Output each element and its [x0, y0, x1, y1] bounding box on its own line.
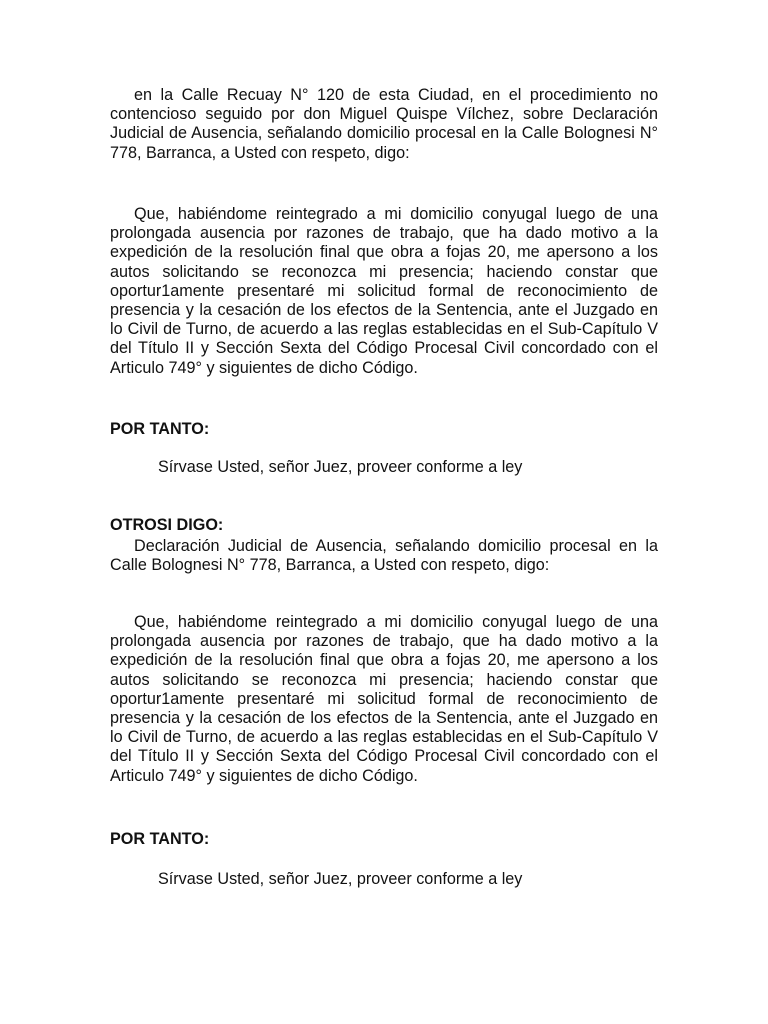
otrosi-body-paragraph: Que, habiéndome reintegrado a mi domicilio conyugal luego de una prolongada ausencia por razones de trabajo, que ha dado motivo a la expedición de la resolución final que obra a fojas 20, me apersono a los autos solicitando se reconozca mi presencia; haciendo constar que oportur1amente presentaré mi solicitud formal de reconocimiento de presencia y la cesación de los efectos de la Sentencia, ante el Juzgado en lo Civil de Turno, de acuerdo a las reglas establecidas en el Sub-Capítulo V del Título II y Sección Sexta del Código Procesal Civil concordado con el Articulo 749° y siguientes de dicho Código. [110, 613, 658, 785]
closing-request-2: Sírvase Usted, señor Juez, proveer conforme a ley [158, 870, 523, 888]
body-paragraph: Que, habiéndome reintegrado a mi domicilio conyugal luego de una prolongada ausencia por razones de trabajo, que ha dado motivo a la expedición de la resolución final que obra a fojas 20, me apersono a los autos solicitando se reconozca mi presencia; haciendo constar que oportur1amente presentaré mi solicitud formal de reconocimiento de presencia y la cesación de los efectos de la Sentencia, ante el Juzgado en lo Civil de Turno, de acuerdo a las reglas establecidas en el Sub-Capítulo V del Título II y Sección Sexta del Código Procesal Civil concordado con el Articulo 749° y siguientes de dicho Código. [110, 205, 658, 377]
otrosi-digo-heading: OTROSI DIGO: [110, 516, 224, 534]
por-tanto-heading-2: POR TANTO: [110, 830, 210, 848]
closing-request: Sírvase Usted, señor Juez, proveer conforme a ley [158, 458, 523, 476]
intro-paragraph: en la Calle Recuay N° 120 de esta Ciudad, en el procedimiento no contencioso seguido por don Miguel Quispe Vílchez, sobre Declaración Judicial de Ausencia, señalando domicilio procesal en la Calle Bolognesi N° 778, Barranca, a Usted con respeto, digo: [110, 86, 658, 162]
otrosi-paragraph: Declaración Judicial de Ausencia, señalando domicilio procesal en la Calle Bolognesi N° 778, Barranca, a Usted con respeto, digo: [110, 537, 658, 575]
por-tanto-heading: POR TANTO: [110, 420, 210, 438]
